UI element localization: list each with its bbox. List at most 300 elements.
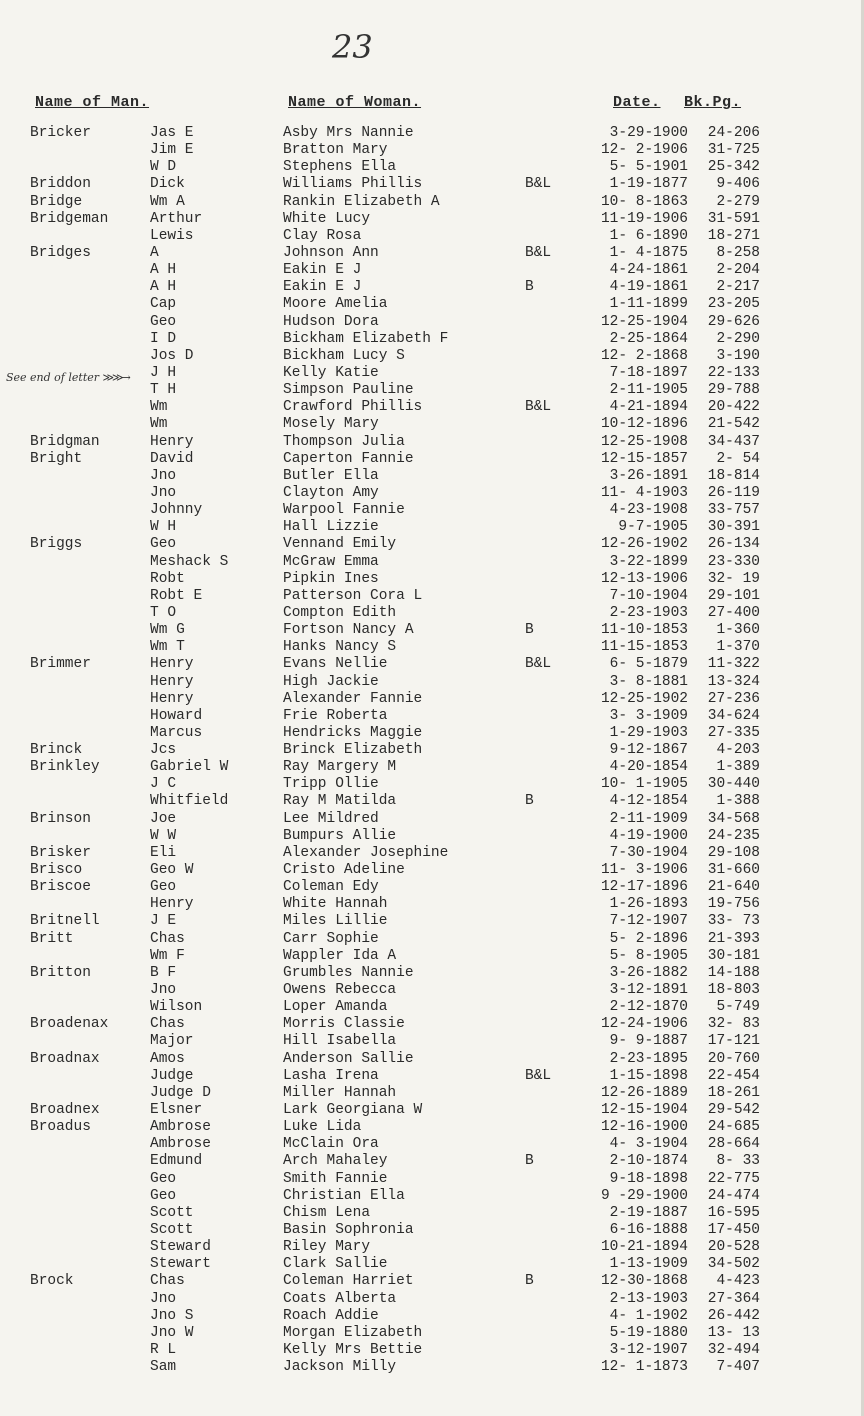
header-name-of-woman: Name of Woman. (288, 94, 422, 111)
marriage-date: 11-15-1853 (600, 639, 688, 656)
record-row (0, 1205, 864, 1222)
book-page-ref: 17-450 (707, 1222, 760, 1238)
record-row (0, 759, 864, 776)
man-given-name: Jim E (150, 142, 194, 159)
book-page-ref: 32- 83 (707, 1016, 760, 1033)
book-page-ref: 2-217 (716, 279, 760, 296)
woman-name: Jackson Milly (283, 1359, 397, 1376)
man-surname: Brinkley (30, 759, 100, 776)
woman-name: Hudson Dora (283, 313, 379, 330)
book-page-ref: 2-290 (716, 330, 760, 347)
man-given-name: Amos (150, 1050, 185, 1067)
book-page-ref: 24-206 (707, 125, 760, 141)
man-given-name: Elsner (150, 1102, 203, 1119)
woman-name: Pipkin Ines (283, 570, 379, 587)
book-page-ref: 1-360 (716, 622, 760, 639)
book-page-ref: 18-803 (707, 982, 760, 999)
marriage-date: 12-25-1908 (600, 433, 688, 450)
record-row (0, 194, 864, 211)
record-row (0, 399, 864, 416)
man-given-name: Chas (150, 1273, 185, 1290)
woman-name: Lasha Irena (283, 1067, 379, 1084)
woman-name: Hall Lizzie (283, 519, 379, 536)
marriage-date: 10-21-1894 (600, 1239, 688, 1256)
marriage-date: 10- 8-1863 (600, 193, 688, 210)
marriage-date: 12-13-1906 (600, 570, 688, 587)
man-given-name: Jno W (150, 1324, 194, 1341)
book-page-ref: 4-423 (716, 1273, 760, 1290)
man-given-name: Wm (150, 416, 168, 433)
man-given-name: J C (150, 776, 177, 793)
marriage-date: 2-13-1903 (609, 1290, 688, 1307)
man-given-name: Robt (150, 570, 185, 587)
man-given-name: Lewis (150, 227, 194, 244)
book-page-ref: 23-205 (707, 296, 760, 313)
man-given-name: Sam (150, 1359, 177, 1376)
marriage-date: 10-12-1896 (600, 416, 688, 433)
book-page-ref: 17-121 (707, 1033, 760, 1050)
book-page-ref: 1-370 (716, 639, 760, 656)
marriage-date: 4-23-1908 (609, 502, 688, 519)
woman-name: Clay Rosa (283, 227, 362, 244)
man-given-name: Arthur (150, 210, 203, 227)
man-given-name: Henry (150, 656, 194, 673)
record-row (0, 1068, 864, 1085)
record-row (0, 828, 864, 845)
book-page-ref: 29-626 (707, 313, 760, 330)
woman-name: Christian Ella (283, 1187, 405, 1204)
man-surname: Broadnax (30, 1050, 100, 1067)
man-surname: Britton (30, 964, 91, 981)
marriage-date: 12-26-1889 (600, 1084, 688, 1101)
man-given-name: W H (150, 519, 177, 536)
man-given-name: Joe (150, 810, 177, 827)
book-page-ref: 30-181 (707, 947, 760, 964)
record-row (0, 536, 864, 553)
book-page-ref: 24-685 (707, 1119, 760, 1136)
record-row (0, 1239, 864, 1256)
marriage-date: 2-23-1895 (609, 1050, 688, 1067)
man-surname: Briscoe (30, 879, 91, 896)
man-given-name: Scott (150, 1222, 194, 1238)
record-row (0, 468, 864, 485)
woman-name: Morgan Elizabeth (283, 1324, 423, 1341)
woman-name: Frie Roberta (283, 707, 388, 724)
man-surname: Bridgman (30, 433, 100, 450)
man-given-name: Howard (150, 707, 203, 724)
marriage-date: 7-12-1907 (609, 913, 688, 930)
book-page-ref: 34-568 (707, 810, 760, 827)
record-row (0, 793, 864, 810)
record-row (0, 176, 864, 193)
record-row (0, 845, 864, 862)
marriage-date: 11- 4-1903 (600, 484, 688, 501)
marriage-date: 3-12-1891 (609, 982, 688, 999)
woman-name: Warpool Fannie (283, 502, 405, 519)
book-page-ref: 33-757 (707, 502, 760, 519)
record-row (0, 1136, 864, 1153)
record-row (0, 896, 864, 913)
man-given-name: Major (150, 1033, 194, 1050)
record-row (0, 776, 864, 793)
book-page-ref: 31-725 (707, 142, 760, 159)
book-page-ref: 34-502 (707, 1256, 760, 1273)
record-row (0, 605, 864, 622)
marriage-date: 4-20-1854 (609, 759, 688, 776)
header-book-page: Bk.Pg. (684, 94, 742, 111)
book-page-ref: 1-389 (716, 759, 760, 776)
marriage-records-list (0, 125, 864, 1376)
record-row (0, 656, 864, 673)
woman-name: Basin Sophronia (283, 1222, 414, 1238)
marriage-date: 5-19-1880 (609, 1324, 688, 1341)
book-page-ref: 2-204 (716, 262, 760, 279)
record-row (0, 948, 864, 965)
woman-name: Compton Edith (283, 604, 397, 621)
book-page-ref: 11-322 (707, 656, 760, 673)
record-row (0, 639, 864, 656)
record-row (0, 1273, 864, 1290)
marriage-date: 6- 5-1879 (609, 656, 688, 673)
woman-name: Ray M Matilda (283, 793, 397, 810)
book-page-ref: 28-664 (707, 1136, 760, 1153)
record-row (0, 811, 864, 828)
marriage-date: 9-7-1905 (618, 519, 688, 536)
man-given-name: B F (150, 964, 177, 981)
man-given-name: Ambrose (150, 1119, 211, 1136)
book-page-ref: 31-591 (707, 210, 760, 227)
record-row (0, 262, 864, 279)
marriage-date: 5- 5-1901 (609, 159, 688, 176)
man-given-name: I D (150, 330, 177, 347)
man-given-name: Jno (150, 982, 177, 999)
book-page-ref: 26-134 (707, 536, 760, 553)
woman-name: Bumpurs Allie (283, 827, 397, 844)
book-page-ref: 4-203 (716, 742, 760, 759)
book-page-ref: 1-388 (716, 793, 760, 810)
header-name-of-man: Name of Man. (35, 94, 150, 111)
man-given-name: Jas E (150, 125, 194, 141)
record-row (0, 674, 864, 691)
marriage-date: 1- 6-1890 (609, 227, 688, 244)
man-given-name: Johnny (150, 502, 203, 519)
record-code: B&L (525, 244, 552, 261)
marriage-date: 2-10-1874 (609, 1153, 688, 1170)
woman-name: Lark Georgiana W (283, 1102, 423, 1119)
marriage-date: 4-24-1861 (609, 262, 688, 279)
record-row (0, 588, 864, 605)
man-given-name: Judge (150, 1067, 194, 1084)
woman-name: Loper Amanda (283, 999, 388, 1016)
man-given-name: Stewart (150, 1256, 211, 1273)
woman-name: Alexander Fannie (283, 690, 423, 707)
man-given-name: Cap (150, 296, 177, 313)
man-given-name: Jcs (150, 742, 177, 759)
record-row (0, 125, 864, 142)
woman-name: Vennand Emily (283, 536, 397, 553)
woman-name: Hill Isabella (283, 1033, 397, 1050)
man-given-name: Geo (150, 313, 177, 330)
woman-name: McGraw Emma (283, 553, 379, 570)
man-surname: Brisco (30, 862, 83, 879)
marriage-date: 12-15-1857 (600, 450, 688, 467)
book-page-ref: 18-271 (707, 227, 760, 244)
record-code: B&L (525, 399, 552, 416)
woman-name: Bickham Lucy S (283, 347, 405, 364)
record-row (0, 416, 864, 433)
book-page-ref: 29-108 (707, 844, 760, 861)
book-page-ref: 24-235 (707, 827, 760, 844)
woman-name: Thompson Julia (283, 433, 405, 450)
book-page-ref: 5-749 (716, 999, 760, 1016)
man-surname: Broadenax (30, 1016, 109, 1033)
book-page-ref: 14-188 (707, 964, 760, 981)
man-given-name: T H (150, 382, 177, 399)
record-row (0, 999, 864, 1016)
marriage-date: 4-19-1861 (609, 279, 688, 296)
record-row (0, 279, 864, 296)
man-given-name: W W (150, 827, 177, 844)
book-page-ref: 27-236 (707, 690, 760, 707)
marriage-date: 4- 1-1902 (609, 1307, 688, 1324)
man-surname: Briggs (30, 536, 83, 553)
marriage-date: 4-19-1900 (609, 827, 688, 844)
woman-name: Clark Sallie (283, 1256, 388, 1273)
book-page-ref: 20-760 (707, 1050, 760, 1067)
book-page-ref: 26-119 (707, 484, 760, 501)
man-given-name: David (150, 450, 194, 467)
book-page-ref: 3-190 (716, 347, 760, 364)
man-given-name: Wm F (150, 947, 185, 964)
record-row (0, 691, 864, 708)
record-code: B (525, 279, 534, 296)
marriage-date: 3- 3-1909 (609, 707, 688, 724)
man-given-name: Steward (150, 1239, 211, 1256)
marriage-date: 1-13-1909 (609, 1256, 688, 1273)
marriage-date: 3-26-1891 (609, 467, 688, 484)
marriage-date: 2-11-1905 (609, 382, 688, 399)
man-surname: Broadus (30, 1119, 91, 1136)
record-row (0, 1342, 864, 1359)
record-row (0, 879, 864, 896)
man-given-name: Jno (150, 484, 177, 501)
marriage-date: 9-12-1867 (609, 742, 688, 759)
man-surname: Bridgeman (30, 210, 109, 227)
book-page-ref: 2- 54 (716, 450, 760, 467)
man-surname: Briddon (30, 176, 91, 193)
man-given-name: Wm A (150, 193, 185, 210)
marriage-date: 12-25-1902 (600, 690, 688, 707)
man-surname: Brisker (30, 844, 91, 861)
man-surname: Brinson (30, 810, 91, 827)
book-page-ref: 22-454 (707, 1067, 760, 1084)
woman-name: Simpson Pauline (283, 382, 414, 399)
record-row (0, 1171, 864, 1188)
record-row (0, 1102, 864, 1119)
marriage-date: 1- 4-1875 (609, 244, 688, 261)
record-row (0, 331, 864, 348)
book-page-ref: 9-406 (716, 176, 760, 193)
record-row (0, 982, 864, 999)
woman-name: Fortson Nancy A (283, 622, 414, 639)
man-given-name: Jno S (150, 1307, 194, 1324)
book-page-ref: 34-437 (707, 433, 760, 450)
man-given-name: A H (150, 279, 177, 296)
record-row (0, 1153, 864, 1170)
man-given-name: Judge D (150, 1084, 211, 1101)
woman-name: Carr Sophie (283, 930, 379, 947)
man-given-name: Ambrose (150, 1136, 211, 1153)
man-surname: Bridges (30, 244, 91, 261)
woman-name: Butler Ella (283, 467, 379, 484)
marriage-date: 5- 2-1896 (609, 930, 688, 947)
man-given-name: Geo (150, 879, 177, 896)
record-code: B (525, 793, 534, 810)
record-row (0, 365, 864, 382)
woman-name: Evans Nellie (283, 656, 388, 673)
woman-name: Clayton Amy (283, 484, 379, 501)
man-given-name: Geo (150, 536, 177, 553)
woman-name: Hanks Nancy S (283, 639, 397, 656)
marriage-date: 11- 3-1906 (600, 862, 688, 879)
record-code: B&L (525, 1067, 552, 1084)
marriage-date: 2-23-1903 (609, 604, 688, 621)
man-given-name: Geo W (150, 862, 194, 879)
marriage-date: 9- 9-1887 (609, 1033, 688, 1050)
man-given-name: Chas (150, 1016, 185, 1033)
woman-name: Eakin E J (283, 279, 362, 296)
man-given-name: J E (150, 913, 177, 930)
man-given-name: Wilson (150, 999, 203, 1016)
record-row (0, 296, 864, 313)
book-page-ref: 22-133 (707, 364, 760, 381)
record-row (0, 1051, 864, 1068)
record-row (0, 348, 864, 365)
man-given-name: Gabriel W (150, 759, 229, 776)
man-surname: Brimmer (30, 656, 91, 673)
woman-name: Coleman Harriet (283, 1273, 414, 1290)
marriage-date: 12-16-1900 (600, 1119, 688, 1136)
record-row (0, 159, 864, 176)
record-row (0, 622, 864, 639)
woman-name: Brinck Elizabeth (283, 742, 423, 759)
man-given-name: A H (150, 262, 177, 279)
woman-name: Lee Mildred (283, 810, 379, 827)
woman-name: Riley Mary (283, 1239, 371, 1256)
book-page-ref: 20-528 (707, 1239, 760, 1256)
woman-name: Moore Amelia (283, 296, 388, 313)
man-given-name: Henry (150, 673, 194, 690)
man-given-name: A (150, 244, 159, 261)
marriage-date: 3-26-1882 (609, 964, 688, 981)
marriage-date: 6-16-1888 (609, 1222, 688, 1238)
record-row (0, 382, 864, 399)
man-given-name: Wm (150, 399, 168, 416)
record-row (0, 1308, 864, 1325)
man-given-name: Jno (150, 1290, 177, 1307)
man-surname: Brinck (30, 742, 83, 759)
man-given-name: Wm T (150, 639, 185, 656)
record-code: B&L (525, 176, 552, 193)
woman-name: Bickham Elizabeth F (283, 330, 449, 347)
man-surname: Bright (30, 450, 83, 467)
man-given-name: Marcus (150, 724, 203, 741)
marriage-date: 5- 8-1905 (609, 947, 688, 964)
record-row (0, 708, 864, 725)
woman-name: Smith Fannie (283, 1170, 388, 1187)
record-row (0, 554, 864, 571)
woman-name: Owens Rebecca (283, 982, 397, 999)
marriage-date: 4- 3-1904 (609, 1136, 688, 1153)
marriage-date: 12-15-1904 (600, 1102, 688, 1119)
woman-name: Johnson Ann (283, 244, 379, 261)
man-given-name: Eli (150, 844, 177, 861)
book-page-ref: 13- 13 (707, 1324, 760, 1341)
man-surname: Britnell (30, 913, 100, 930)
marriage-date: 2-11-1909 (609, 810, 688, 827)
marriage-date: 4-21-1894 (609, 399, 688, 416)
book-page-ref: 25-342 (707, 159, 760, 176)
record-row (0, 1033, 864, 1050)
marriage-date: 12-25-1904 (600, 313, 688, 330)
marriage-date: 3-12-1907 (609, 1341, 688, 1358)
marriage-date: 2-12-1870 (609, 999, 688, 1016)
man-given-name: Henry (150, 433, 194, 450)
marriage-date: 10- 1-1905 (600, 776, 688, 793)
record-code: B (525, 622, 534, 639)
record-row (0, 245, 864, 262)
marriage-date: 7-10-1904 (609, 587, 688, 604)
woman-name: Ray Margery M (283, 759, 397, 776)
woman-name: White Hannah (283, 896, 388, 913)
man-given-name: Chas (150, 930, 185, 947)
book-page-ref: 32- 19 (707, 570, 760, 587)
woman-name: Roach Addie (283, 1307, 379, 1324)
book-page-ref: 7-407 (716, 1359, 760, 1376)
book-page-ref: 8-258 (716, 244, 760, 261)
woman-name: Stephens Ella (283, 159, 397, 176)
woman-name: Williams Phillis (283, 176, 423, 193)
book-page-ref: 24-474 (707, 1187, 760, 1204)
woman-name: Coleman Edy (283, 879, 379, 896)
man-given-name: Edmund (150, 1153, 203, 1170)
book-page-ref: 8- 33 (716, 1153, 760, 1170)
record-row (0, 451, 864, 468)
book-page-ref: 30-440 (707, 776, 760, 793)
woman-name: High Jackie (283, 673, 379, 690)
woman-name: Morris Classie (283, 1016, 405, 1033)
marriage-date: 7-18-1897 (609, 364, 688, 381)
book-page-ref: 32-494 (707, 1341, 760, 1358)
book-page-ref: 19-756 (707, 896, 760, 913)
man-surname: Brock (30, 1273, 74, 1290)
record-row (0, 1291, 864, 1308)
book-page-ref: 29-788 (707, 382, 760, 399)
record-row (0, 571, 864, 588)
woman-name: Rankin Elizabeth A (283, 193, 440, 210)
woman-name: Luke Lida (283, 1119, 362, 1136)
woman-name: Anderson Sallie (283, 1050, 414, 1067)
marriage-date: 12-17-1896 (600, 879, 688, 896)
man-surname: Broadnex (30, 1102, 100, 1119)
man-given-name: T O (150, 604, 177, 621)
book-page-ref: 31-660 (707, 862, 760, 879)
marriage-date: 11-19-1906 (600, 210, 688, 227)
woman-name: McClain Ora (283, 1136, 379, 1153)
book-page-ref: 29-542 (707, 1102, 760, 1119)
record-row (0, 142, 864, 159)
man-given-name: W D (150, 159, 177, 176)
